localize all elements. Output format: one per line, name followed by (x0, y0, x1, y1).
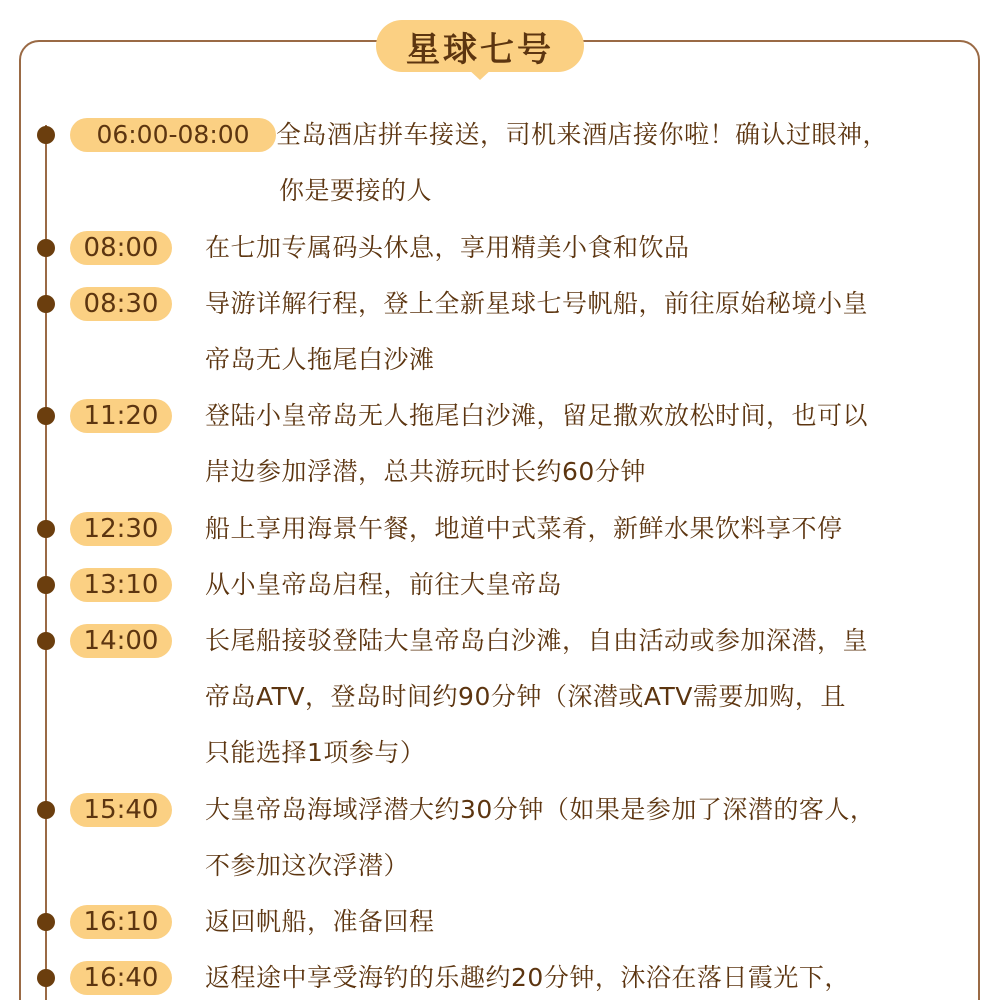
description-line: 登陆小皇帝岛无人拖尾白沙滩，留足撒欢放松时间，也可以 (205, 401, 869, 430)
description-line: 返回帆船，准备回程 (205, 907, 435, 936)
timeline-dot (37, 969, 55, 987)
description-line: 只能选择1项参与） (205, 738, 426, 767)
description-line: 你是要接的人 (279, 176, 433, 205)
description-line: 从小皇帝岛启程，前往大皇帝岛 (205, 570, 563, 599)
timeline-dot (37, 239, 55, 257)
schedule-description (276, 107, 986, 219)
time-badge: 08:30 (70, 287, 172, 321)
timeline-dot (37, 126, 55, 144)
description-line: 大皇帝岛海域浮潜大约30分钟（如果是参加了深潜的客人， (205, 795, 876, 824)
time-badge: 06:00-08:00 (70, 118, 276, 152)
schedule-description (205, 388, 980, 500)
time-badge: 16:10 (70, 905, 172, 939)
time-badge: 08:00 (70, 231, 172, 265)
description-line: 船上享用海景午餐，地道中式菜肴，新鲜水果饮料享不停 (205, 514, 843, 543)
timeline-dot (37, 295, 55, 313)
description-line: 导游详解行程，登上全新星球七号帆船，前往原始秘境小皇 (205, 289, 869, 318)
time-badge: 12:30 (70, 512, 172, 546)
timeline-dot (37, 632, 55, 650)
schedule-description (205, 950, 980, 1000)
time-badge: 11:20 (70, 399, 172, 433)
schedule-description (205, 501, 980, 557)
page-title: 星球七号 (376, 20, 584, 72)
schedule-description (205, 276, 980, 388)
description-line: 返程途中享受海钓的乐趣约20分钟，沐浴在落日霞光下， (205, 963, 850, 992)
title-pointer (467, 68, 493, 80)
description-line: 岸边参加浮潜，总共游玩时长约60分钟 (205, 457, 646, 486)
timeline-dot (37, 407, 55, 425)
schedule-description (205, 894, 980, 950)
timeline-dot (37, 576, 55, 594)
time-badge: 14:00 (70, 624, 172, 658)
timeline-dot (37, 801, 55, 819)
description-line: 帝岛无人拖尾白沙滩 (205, 345, 435, 374)
time-badge: 16:40 (70, 961, 172, 995)
timeline-dot (37, 520, 55, 538)
time-badge: 15:40 (70, 793, 172, 827)
timeline-dot (37, 913, 55, 931)
time-badge: 13:10 (70, 568, 172, 602)
description-line: 全岛酒店拼车接送，司机来酒店接你啦！确认过眼神， (276, 120, 889, 149)
schedule-description (205, 782, 980, 894)
description-line: 在七加专属码头休息，享用精美小食和饮品 (205, 233, 690, 262)
schedule-description (205, 613, 980, 781)
schedule-description (205, 220, 980, 276)
description-line: 长尾船接驳登陆大皇帝岛白沙滩，自由活动或参加深潜，皇 (205, 626, 869, 655)
description-line: 不参加这次浮潜） (205, 851, 410, 880)
description-line: 帝岛ATV，登岛时间约90分钟（深潜或ATV需要加购，且 (205, 682, 846, 711)
schedule-description (205, 557, 980, 613)
